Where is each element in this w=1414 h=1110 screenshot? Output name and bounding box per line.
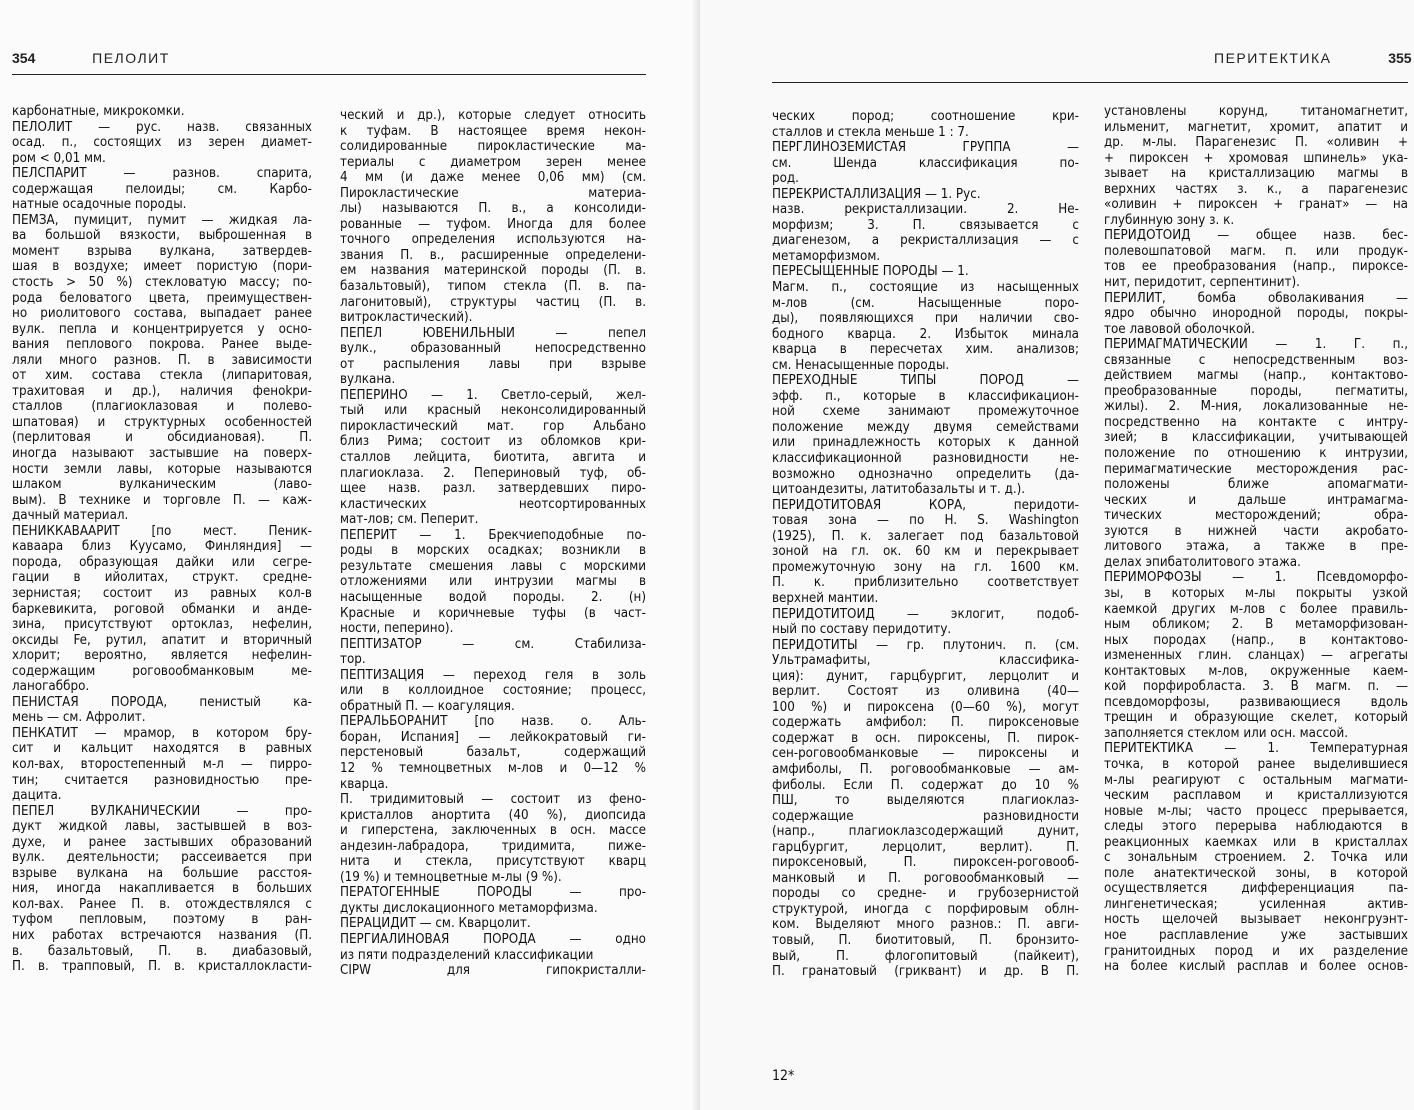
text-line: фиболы. Если П. содержат до 10 % bbox=[772, 777, 1079, 793]
text-column-1 bbox=[12, 104, 312, 975]
text-line: ПЕНКАТИТ — мрамор, в котором бру- bbox=[12, 725, 312, 741]
text-line: ядро обычно инородной породы, покры- bbox=[1104, 306, 1408, 322]
text-line: момент взрыва вулкана, затвердев- bbox=[12, 243, 312, 259]
text-line: или в коллоидное состояние; процесс, bbox=[340, 683, 646, 699]
text-line: морфизм; 3. П. связывается с bbox=[772, 217, 1079, 233]
text-line: пироксеновый, П. пироксен-роговооб- bbox=[772, 855, 1079, 871]
text-line: ПЕРИДОТИТЫ — гр. плутонич. п. (см. bbox=[772, 637, 1079, 653]
text-line: ПЕРАТОГЕННЫЕ ПОРОДЫ — про- bbox=[340, 885, 646, 901]
text-line: рода беловатого цвета, преимуществен- bbox=[12, 290, 312, 306]
text-line: сен-роговообманковые — пироксены и bbox=[772, 746, 1079, 762]
text-line: вулк. пепла и концентрируется у осно- bbox=[12, 321, 312, 337]
right-page-number: 355 bbox=[1388, 50, 1412, 66]
text-line: ПЕРИДОТОИД — общее назв. бес- bbox=[1104, 228, 1408, 244]
text-line: ланогаббро. bbox=[12, 679, 90, 695]
text-line: реакционных каемках или в кристаллах bbox=[1104, 834, 1408, 850]
text-line: пирокластический мат. гор Альбано bbox=[340, 418, 646, 434]
text-line: верхних частях з. к., а парагенезис bbox=[1104, 181, 1408, 197]
text-line: дукты дислокационного метаморфизма. bbox=[340, 900, 598, 916]
text-line: от хим. состава стекла (липаритовая, bbox=[12, 368, 312, 384]
text-line: точного определения используются на- bbox=[340, 232, 646, 248]
text-line: боран, Испания] — лейкократовый ги- bbox=[340, 729, 646, 745]
text-line: ческих пород; соотношение кри- bbox=[772, 109, 1079, 124]
text-line: амфиболы, П. роговообманковые — ам- bbox=[772, 761, 1079, 777]
text-line: ПЕРИДОТИТОИД — эклогит, подоб- bbox=[772, 606, 1079, 622]
text-line: ный по составу перидотиту. bbox=[772, 622, 952, 638]
text-line: ПЕПЕРИНО — 1. Светло-серый, жел- bbox=[340, 387, 646, 403]
text-line: цитоандезиты, латитобазальты и т. д.). bbox=[772, 482, 1026, 498]
text-line: териалы с диаметром зерен менее bbox=[340, 154, 646, 170]
text-line: духе, и ранее застывших образований bbox=[12, 834, 312, 850]
text-line: установлены корунд, титаномагнетит, bbox=[1104, 104, 1408, 119]
text-line: тое лавовой оболочкой. bbox=[1104, 321, 1255, 337]
text-line: иногда называют застывшие на поверх- bbox=[12, 446, 312, 462]
text-line: дачный материал. bbox=[12, 508, 129, 524]
text-line: шпатовая) и структурных особенностей bbox=[12, 414, 312, 430]
text-line: ПЕРАЛЬБОРАНИТ [по назв. о. Аль- bbox=[340, 714, 646, 730]
text-line: туфом пепловым, поэтому в ран- bbox=[12, 912, 312, 928]
text-line: точка, в которой ранее выделившиеся bbox=[1104, 756, 1408, 772]
text-line: но риолитового состава, выпадает ранее bbox=[12, 306, 312, 322]
text-line: результате смешения лавы с морскими bbox=[340, 558, 646, 574]
text-line: ция): дунит, гарцбургит, лерцолит и bbox=[772, 668, 1079, 684]
text-line: баркевикита, роговой обманки и анде- bbox=[12, 601, 312, 617]
text-line: классификационной разновидности не- bbox=[772, 451, 1079, 467]
text-line: промежуточную зону на гл. 1600 км. bbox=[772, 559, 1079, 575]
text-line: ПЕРИМОРФОЗЫ — 1. Псевдоморфо- bbox=[1104, 570, 1408, 586]
text-line: стость > 50 %) стекловатую массу; по- bbox=[12, 275, 312, 291]
text-line: лы) называются П. в., а консолиди- bbox=[340, 201, 646, 217]
text-line: Красные и коричневые туфы (в част- bbox=[340, 605, 646, 621]
text-line: в. базальтовый, П. в. диабазовый, bbox=[12, 943, 312, 959]
text-line: глубинную зону з. к. bbox=[1104, 212, 1235, 228]
text-line: 12 % темноцветных м-лов и 0—12 % bbox=[340, 760, 646, 776]
text-line: 4 мм (и даже менее 0,06 мм) (см. bbox=[340, 170, 646, 186]
text-line: нита и стекла, присутствуют кварц bbox=[340, 854, 646, 870]
text-line: оксиды Fe, рутил, апатит и вторичный bbox=[12, 632, 312, 648]
text-line: возможно однозначно определить (да- bbox=[772, 466, 1079, 482]
text-line: витрокластический). bbox=[340, 310, 473, 326]
text-line: ности, пеперино). bbox=[340, 621, 454, 637]
text-line: порода, образующая дайки или сегре- bbox=[12, 554, 312, 570]
text-line: полевошпатовой магм. п. или продук- bbox=[1104, 243, 1408, 259]
text-line: мат-лов; см. Пеперит. bbox=[340, 512, 479, 528]
text-line: положение между двумя семействами bbox=[772, 419, 1079, 435]
text-line: гранитоидных пород и их разделение bbox=[1104, 943, 1408, 959]
text-line: ПЕРЕСЫЩЕННЫЕ ПОРОДЫ — 1. bbox=[772, 264, 969, 280]
left-header-word: ПЕЛОЛИТ bbox=[92, 50, 170, 66]
text-line: «оливин + пироксен + гранат» — на bbox=[1104, 197, 1408, 213]
text-line: Пирокластические материа- bbox=[340, 185, 646, 201]
text-line: (19 %) и темноцветные м-лы (9 %). bbox=[340, 869, 562, 885]
text-line: ПЕРИМАГМАТИЧЕСКИЙ — 1. Г. п., bbox=[1104, 337, 1408, 353]
text-line: с зональным строением. 2. Точка или bbox=[1104, 850, 1408, 866]
text-line: диагенезом, а рекристаллизация — с bbox=[772, 233, 1079, 249]
text-line: вулкана. bbox=[340, 372, 396, 388]
text-line: из пяти подразделений классификации bbox=[340, 947, 594, 963]
text-line: осад. п., состоящих из зерен диамет- bbox=[12, 135, 312, 151]
text-line: тый или красный неконсолидированный bbox=[340, 403, 646, 419]
text-line: звания П. в., расширенные определени- bbox=[340, 247, 646, 263]
text-line: к туфам. В настоящее время некон- bbox=[340, 123, 646, 139]
text-line: CIPW для гипокристалли- bbox=[340, 963, 646, 979]
text-line: ПЕМЗА, пумицит, пумит — жидкая ла- bbox=[12, 212, 312, 228]
text-line: трещин и образующие скелет, который bbox=[1104, 710, 1408, 726]
text-line: метаморфизмом. bbox=[772, 248, 881, 264]
text-line: содержать амфибол: П. пироксеновые bbox=[772, 715, 1079, 731]
text-line: манковый и П. роговообманковый — bbox=[772, 870, 1079, 886]
text-line: ПЕНИККАВААРИТ [по мест. Пеник- bbox=[12, 523, 312, 539]
text-line: шая в воздухе; имеет пористую (пори- bbox=[12, 259, 312, 275]
text-line: кварца. bbox=[340, 776, 389, 792]
text-line: род. bbox=[772, 171, 799, 187]
text-line: содержащим роговообманковым ме- bbox=[12, 663, 312, 679]
text-line: осуществляется дифференциация па- bbox=[1104, 881, 1408, 897]
text-line: кой порфиробласта. 3. В магм. п. — bbox=[1104, 679, 1408, 695]
text-line: перстеновый базальт, содержащий bbox=[340, 745, 646, 761]
text-line: вулк., образованный непосредственно bbox=[340, 341, 646, 357]
text-line: натные осадочные породы. bbox=[12, 197, 187, 213]
text-line: близ Рима; состоит из обломков кри- bbox=[340, 434, 646, 450]
text-line: хлорит; вероятно, является нефелин- bbox=[12, 648, 312, 664]
text-line: бодного кварца. 2. Избыток минала bbox=[772, 326, 1079, 342]
text-line: лингенетическая; усиленная актив- bbox=[1104, 896, 1408, 912]
text-line: делах эпибатолитового этажа. bbox=[1104, 554, 1301, 570]
text-line: зина, присутствуют ортоклаз, нефелин, bbox=[12, 617, 312, 633]
text-line: ПЕПЕРИТ — 1. Брекчиеподобные по- bbox=[340, 527, 646, 543]
text-line: следы этого перерыва наблюдаются в bbox=[1104, 819, 1408, 835]
text-line: сит и кальцит находятся в равных bbox=[12, 741, 312, 757]
text-line: верхней мантии. bbox=[772, 590, 879, 606]
text-line: преобразованные породы, пегматиты, bbox=[1104, 383, 1408, 399]
text-line: мень — см. Афролит. bbox=[12, 710, 146, 726]
text-line: м-лы реагируют с остальным магмати- bbox=[1104, 772, 1408, 788]
text-line: ильменит, магнетит, хромит, апатит и bbox=[1104, 119, 1408, 135]
text-line: ческим расплавом и кристаллизуются bbox=[1104, 788, 1408, 804]
right-running-head bbox=[1214, 50, 1412, 66]
text-line: ческих и дальше интрамагма- bbox=[1104, 492, 1408, 508]
text-line: каваара близ Куусамо, Финляндия] — bbox=[12, 539, 312, 555]
text-line: новые м-лы; часто процесс прерывается, bbox=[1104, 803, 1408, 819]
text-line: вания пеплового покрова. Ранее выде- bbox=[12, 337, 312, 353]
text-line: ем названия материнской породы (П. в. bbox=[340, 263, 646, 279]
text-line: жилы). 2. М-ния, локализованные не- bbox=[1104, 399, 1408, 415]
text-line: обратный П. — коагуляция. bbox=[340, 698, 515, 714]
text-line: действием магмы (напр., контактово- bbox=[1104, 368, 1408, 384]
text-line: солидированные пирокластические ма- bbox=[340, 139, 646, 155]
text-line: ПЕРГЛИНОЗЕМИСТАЯ ГРУППА — bbox=[772, 140, 1079, 156]
text-line: вым). В технике и торговле П. — каж- bbox=[12, 492, 312, 508]
text-line: (перлитовая и обсидиановая). П. bbox=[12, 430, 312, 446]
text-line: шлаком вулканическим (лаво- bbox=[12, 477, 312, 493]
text-line: или принадлежность которых к данной bbox=[772, 435, 1079, 451]
text-line: ляли много разнов. П. в зависимости bbox=[12, 352, 312, 368]
text-line: насыщенные водой породы. 2. (н) bbox=[340, 589, 646, 605]
text-line: ПЕНИСТАЯ ПОРОДА, пенистый ка- bbox=[12, 694, 312, 710]
text-line: псевдоморфозы, развивающиеся вдоль bbox=[1104, 694, 1408, 710]
text-line: щее назв. разл. затвердевших пиро- bbox=[340, 481, 646, 497]
text-line: (напр., плагиоклазсодержащий дунит, bbox=[772, 824, 1079, 840]
text-line: (1925), П. к. залегает под базальтовой bbox=[772, 528, 1079, 544]
left-page-number: 354 bbox=[12, 50, 36, 66]
text-line: и гиперстена, заключенных в осн. массе bbox=[340, 823, 646, 839]
text-line: ПЕПЕЛ ВУЛКАНИЧЕСКИЙ — про- bbox=[12, 803, 312, 819]
text-line: лагонитовый), структуры частиц (П. в. bbox=[340, 294, 646, 310]
text-column-2 bbox=[340, 108, 646, 979]
text-line: товая зона — по H. S. Washington bbox=[772, 513, 1079, 529]
text-line: П. гранатовый (гриквант) и др. В П. bbox=[772, 964, 1079, 980]
text-line: ПЕРИЛИТ, бомба обволакивания — bbox=[1104, 290, 1408, 306]
text-line: каемкой других м-лов с более правиль- bbox=[1104, 601, 1408, 617]
right-header-word: ПЕРИТЕКТИКА bbox=[1214, 50, 1332, 66]
text-line: ным обликом; 2. В метаморфизован- bbox=[1104, 617, 1408, 633]
text-line: зернистая; состоит из равных кол-в bbox=[12, 585, 312, 601]
text-line: посредственно на контакте с интру- bbox=[1104, 414, 1408, 430]
text-line: ПЕРЕКРИСТАЛЛИЗАЦИЯ — 1. Рус. bbox=[772, 186, 981, 202]
text-line: содержат в осн. пироксены, П. пирок- bbox=[772, 730, 1079, 746]
text-line: ПЕПЕЛ ЮВЕНИЛЬНЫЙ — пепел bbox=[340, 325, 646, 341]
text-line: Ультрамафиты, классифика- bbox=[772, 653, 1079, 669]
text-line: заполняется стеклом или осн. массой. bbox=[1104, 725, 1349, 741]
text-line: карбонатные, микрокомки. bbox=[12, 104, 185, 119]
text-line: содержащие разновидности bbox=[772, 808, 1079, 824]
text-line: связанные с непосредственным воз- bbox=[1104, 352, 1408, 368]
text-line: ния, иногда накапливается в больших bbox=[12, 881, 312, 897]
text-line: ПЕПТИЗАЦИЯ — переход геля в золь bbox=[340, 667, 646, 683]
text-line: верлит. Состоят из оливина (40— bbox=[772, 684, 1079, 700]
text-line: ПЕРИДОТИТОВАЯ КОРА, перидоти- bbox=[772, 497, 1079, 513]
text-line: вулк. деятельности; рассеивается при bbox=[12, 850, 312, 866]
text-line: сталлов (плагиоклазовая и полево- bbox=[12, 399, 312, 415]
text-line: ческий и др.), которые следует относить bbox=[340, 108, 646, 123]
text-line: трахитовая и др.), наличия феноkри- bbox=[12, 383, 312, 399]
text-line: вый, П. флогопитовый (пайкеит), bbox=[772, 948, 1079, 964]
text-line: гарцбургит, лерцолит, верлит). П. bbox=[772, 839, 1079, 855]
text-line: др. м-лы. Парагенезис П. «оливин + bbox=[1104, 135, 1408, 151]
text-line: сталлов и стекла меньше 1 : 7. bbox=[772, 124, 969, 140]
text-line: эфф. п., которые в классификацион- bbox=[772, 388, 1079, 404]
text-line: поле анатектической зоны, в которой bbox=[1104, 865, 1408, 881]
text-line: П. в. трапповый, П. в. кристаллокласти- bbox=[12, 959, 312, 975]
text-line: ПЕРЕХОДНЫЕ ТИПЫ ПОРОД — bbox=[772, 373, 1079, 389]
text-line: зывает на кристаллизацию магмы в bbox=[1104, 166, 1408, 182]
text-line: ность щелочей вызывает неконгруэнт- bbox=[1104, 912, 1408, 928]
text-line: + пироксен + хромовая шпинель» ука- bbox=[1104, 150, 1408, 166]
text-line: дукт жидкой лавы, застывшей в воз- bbox=[12, 819, 312, 835]
text-line: рованные — туфом. Иногда для более bbox=[340, 216, 646, 232]
text-line: кластических неотсортированных bbox=[340, 496, 646, 512]
text-line: ПЕЛОЛИТ — рус. назв. связанных bbox=[12, 119, 312, 135]
text-line: на более кислый расплав и более основ- bbox=[1104, 959, 1408, 975]
left-running-head bbox=[12, 50, 170, 66]
text-line: товый, П. биотитовый, П. бронзито- bbox=[772, 932, 1079, 948]
text-line: андезин-лабрадора, тридимита, пиже- bbox=[340, 838, 646, 854]
text-line: нит, перидотит, серпентинит). bbox=[1104, 275, 1300, 291]
text-line: зы, в которых м-лы покрыты узкой bbox=[1104, 585, 1408, 601]
text-line: м-лов (см. Насыщенные поро- bbox=[772, 295, 1079, 311]
text-line: ком. Выделяют много разнов.: П. авги- bbox=[772, 917, 1079, 933]
text-line: взрыве вулкана на большие расстоя- bbox=[12, 865, 312, 881]
text-line: назв. рекристаллизации. 2. Не- bbox=[772, 202, 1079, 218]
text-line: тических месторождений; обра- bbox=[1104, 508, 1408, 524]
signature-mark: 12* bbox=[772, 1068, 795, 1084]
text-line: П. тридимитовый — состоит из фено- bbox=[340, 792, 646, 808]
text-line: тин; считается разновидностью пре- bbox=[12, 772, 312, 788]
text-line: ных породах (напр., в контактово- bbox=[1104, 632, 1408, 648]
text-line: кол-вах. Ранее П. в. отождествлялся с bbox=[12, 896, 312, 912]
text-line: гации в ийолитах, структ. средне- bbox=[12, 570, 312, 586]
text-line: Магм. п., состоящие из насыщенных bbox=[772, 280, 1079, 296]
text-line: дацита. bbox=[12, 788, 62, 804]
text-line: измененных глин. сланцах) — агрегаты bbox=[1104, 648, 1408, 664]
text-line: ПЕРГИАЛИНОВАЯ ПОРОДА — одно bbox=[340, 931, 646, 947]
text-line: ПЕРИТЕКТИКА — 1. Температурная bbox=[1104, 741, 1408, 757]
text-line: положение по отношению к интрузии, bbox=[1104, 446, 1408, 462]
text-line: тов ее преобразования (напр., пироксе- bbox=[1104, 259, 1408, 275]
text-line: структурой, иногда с порфировым облн- bbox=[772, 901, 1079, 917]
text-line: см. Ненасыщенные породы. bbox=[772, 357, 950, 373]
text-line: положены ближе апомагмати- bbox=[1104, 477, 1408, 493]
text-line: роды в морских осадках; возникли в bbox=[340, 543, 646, 559]
text-line: ной схеме занимают промежуточное bbox=[772, 404, 1079, 420]
text-line: отложениями или интрузии магмы в bbox=[340, 574, 646, 590]
left-header-rule bbox=[12, 74, 646, 75]
text-line: сталлов лейцита, биотита, авгита и bbox=[340, 450, 646, 466]
text-line: 100 %) и пироксена (0—60 %), могут bbox=[772, 699, 1079, 715]
text-line: них работах встречаются названия (П. bbox=[12, 927, 312, 943]
text-line: ности земли лавы, которые называются bbox=[12, 461, 312, 477]
text-line: плагиоклаза. 2. Пепериновый туф, об- bbox=[340, 465, 646, 481]
text-line: П. к. приблизительно соответствует bbox=[772, 575, 1079, 591]
text-line: контактовых м-лов, окруженные каем- bbox=[1104, 663, 1408, 679]
text-column-4 bbox=[1104, 104, 1408, 975]
text-line: ва большой вязкости, выброшенная в bbox=[12, 228, 312, 244]
text-line: кварца в пересчетах хим. анализов; bbox=[772, 342, 1079, 358]
left-page bbox=[0, 0, 700, 1110]
text-line: зоной на гл. ок. 60 км и перекрывает bbox=[772, 544, 1079, 560]
text-line: см. Шенда классификация по- bbox=[772, 155, 1079, 171]
text-line: породы со средне- и грубозернистой bbox=[772, 886, 1079, 902]
text-line: ПШ, то выделяются плагиоклаз- bbox=[772, 793, 1079, 809]
text-line: кол-вах, второстепенный м-л — пирро- bbox=[12, 756, 312, 772]
text-line: базальтовый), типом стекла (П. в. па- bbox=[340, 279, 646, 295]
right-header-rule bbox=[772, 82, 1408, 83]
text-line: тор. bbox=[340, 652, 366, 668]
text-line: зуются в нижней части акробато- bbox=[1104, 523, 1408, 539]
text-line: зией; в классификации, учитывающей bbox=[1104, 430, 1408, 446]
text-line: ром < 0,01 мм. bbox=[12, 150, 106, 166]
text-line: ды), появляющихся при наличии сво- bbox=[772, 311, 1079, 327]
text-line: ПЕРАЦИДИТ — см. Кварцолит. bbox=[340, 916, 531, 932]
text-line: от распыления лавы при взрыве bbox=[340, 356, 646, 372]
text-column-3 bbox=[772, 109, 1079, 980]
text-line: ПЕПТИЗАТОР — см. Стабилиза- bbox=[340, 636, 646, 652]
text-line: ПЕЛСПАРИТ — разнов. спарита, bbox=[12, 166, 312, 182]
text-line: ное расплавление уже застывших bbox=[1104, 927, 1408, 943]
text-line: перимагматические месторождения рас- bbox=[1104, 461, 1408, 477]
text-line: содержащая пелоиды; см. Карбо- bbox=[12, 181, 312, 197]
text-line: кристаллов анортита (40 %), диопсида bbox=[340, 807, 646, 823]
text-line: литового этажа, а также в пре- bbox=[1104, 539, 1408, 555]
